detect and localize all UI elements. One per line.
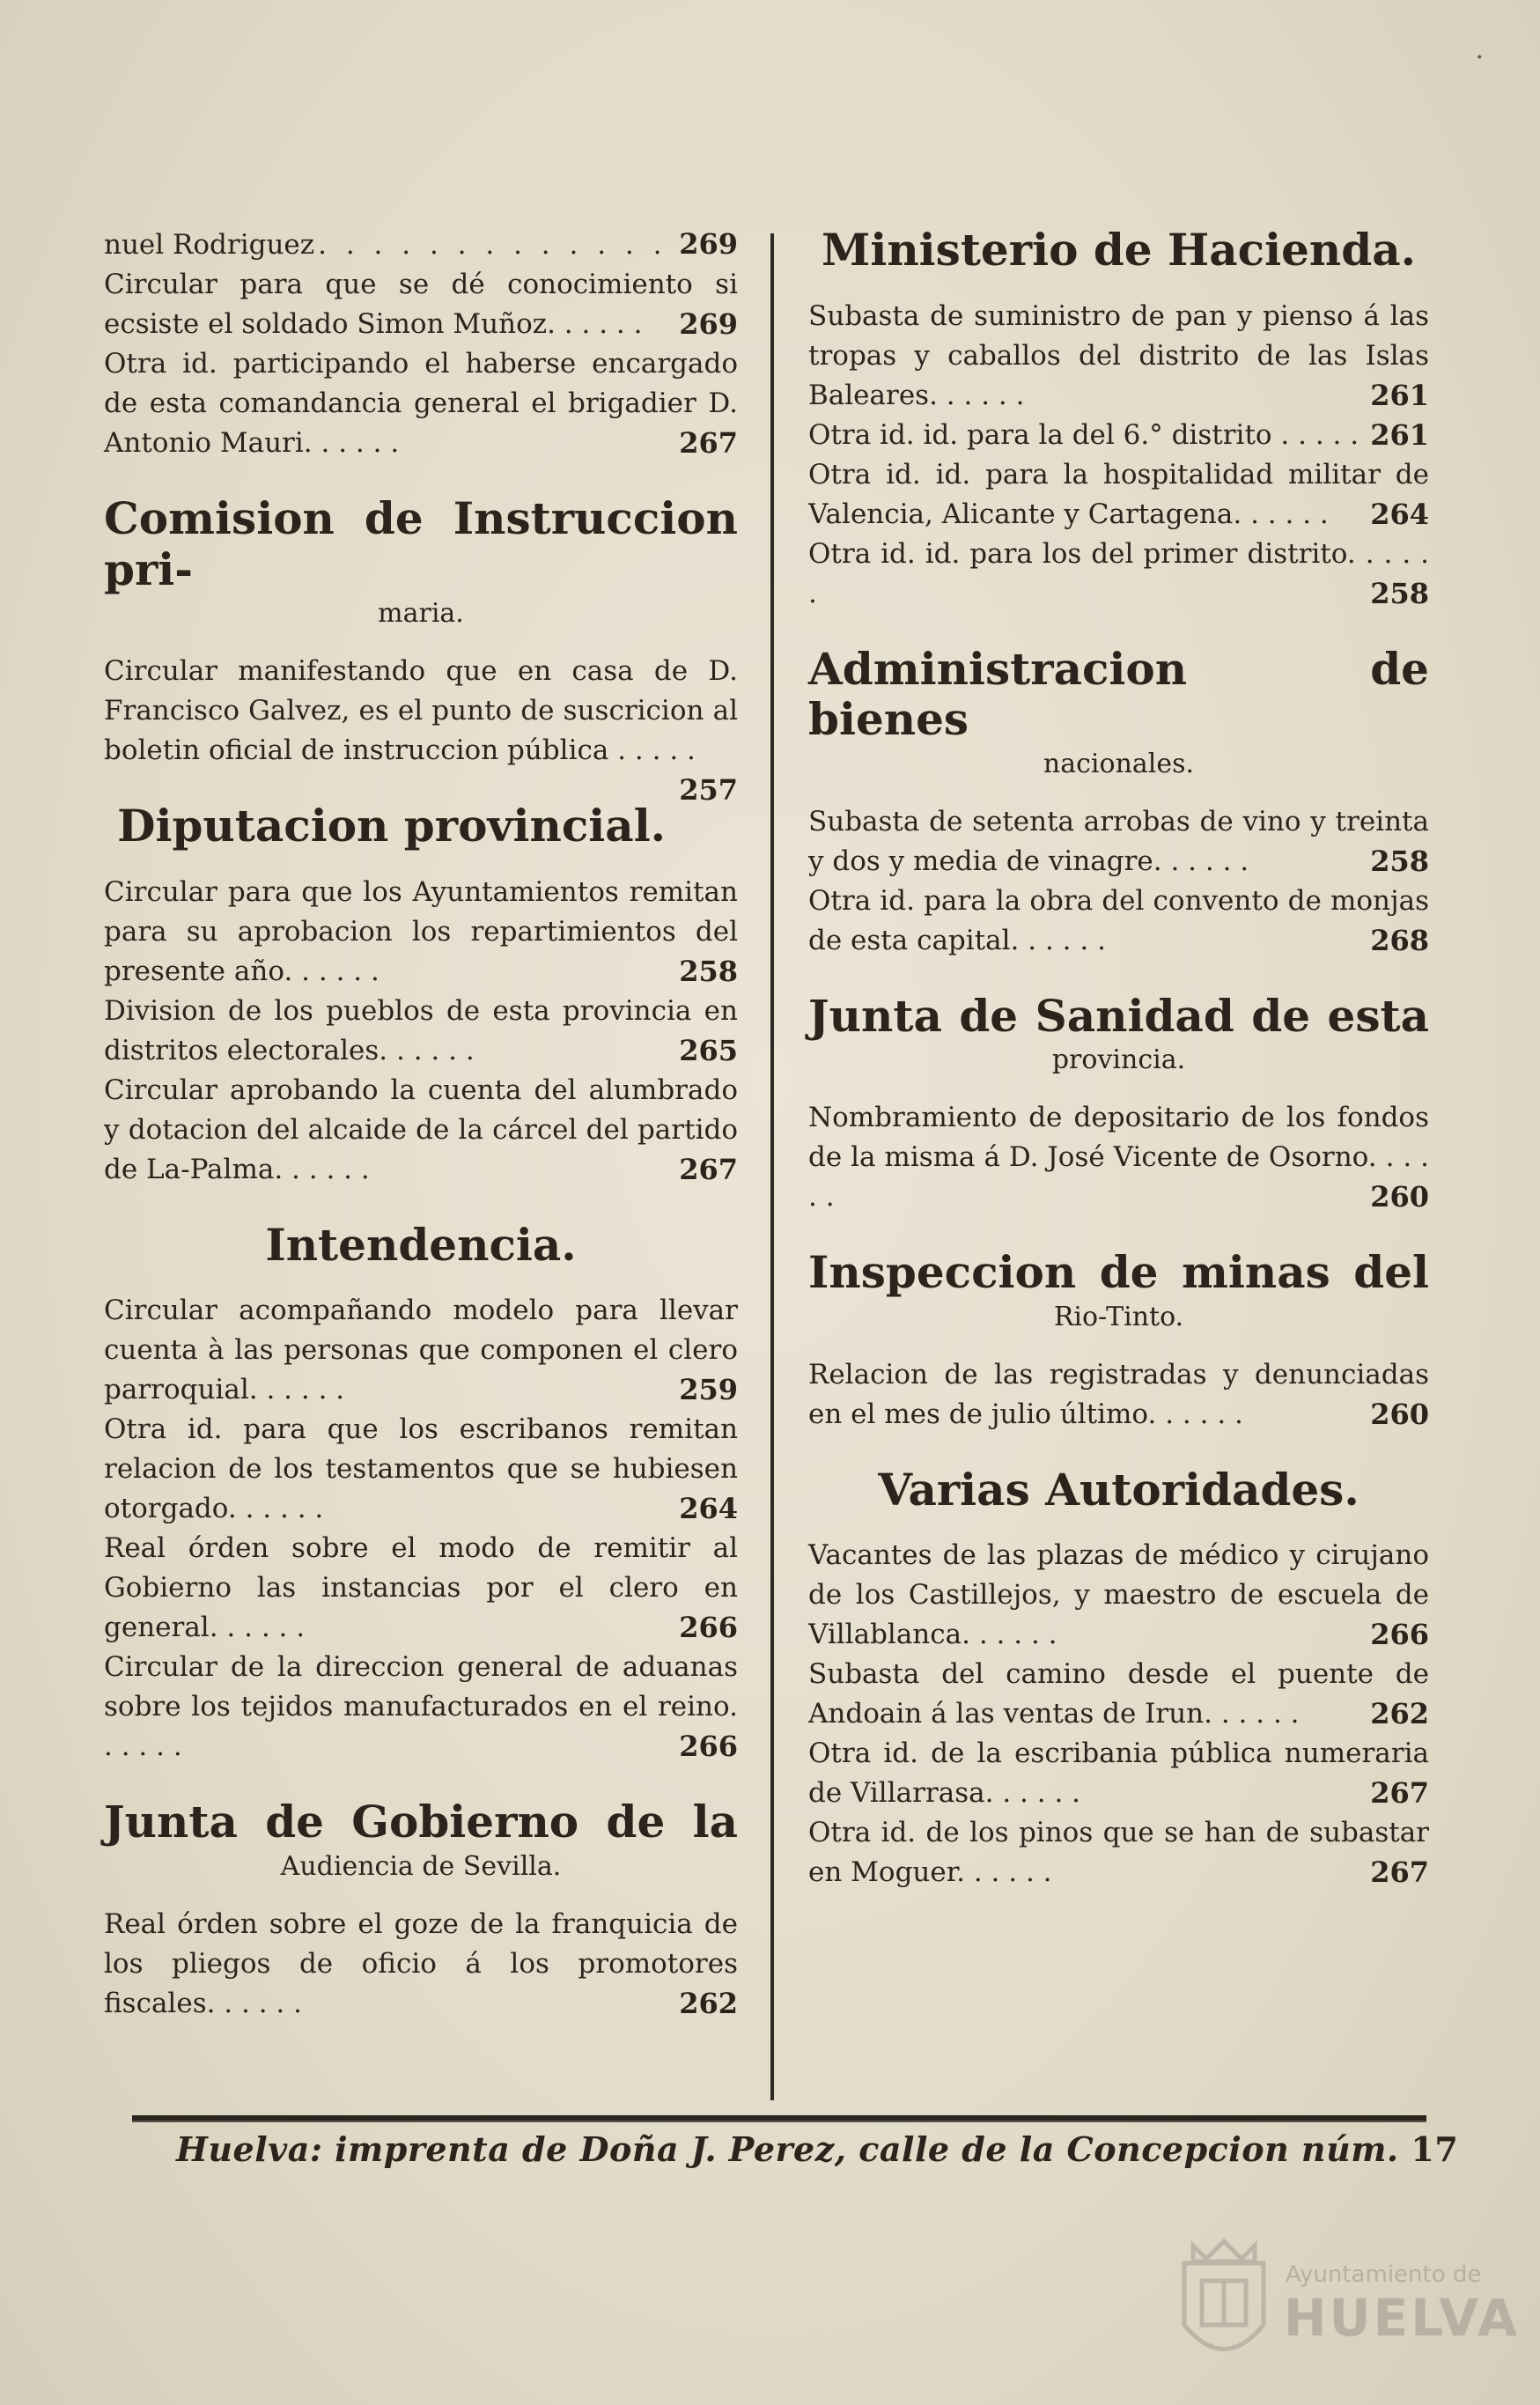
page-number: 257 xyxy=(679,773,738,807)
list-item xyxy=(808,297,1429,416)
leader-dots: . . . . . xyxy=(1156,1398,1243,1430)
list-item xyxy=(808,1655,1429,1734)
entry-text: Subasta del camino desde el puente de Andoain á las ventas de Irun. xyxy=(808,1658,1429,1730)
page-number: 266 xyxy=(679,1611,738,1644)
page-number: 267 xyxy=(1370,1855,1429,1889)
index-section xyxy=(104,492,738,807)
list-item xyxy=(808,1734,1429,1813)
list-item xyxy=(808,1098,1429,1217)
leader-dots: . . . . . xyxy=(387,1034,475,1066)
section-subheading: Audiencia de Sevilla. xyxy=(280,1850,562,1882)
column-divider xyxy=(770,233,774,2100)
index-section xyxy=(808,644,1429,961)
watermark-line-2: HUELVA xyxy=(1284,2288,1521,2348)
section-heading: Inspeccion de minas del xyxy=(808,1246,1429,1298)
list-item xyxy=(104,1905,738,2024)
leader-dots: . . . . . xyxy=(283,1153,370,1185)
entry-text: Circular de la direccion general de aduanas sobre los tejidos manufacturados en el reino. xyxy=(104,1651,738,1723)
leader-dots: . . . . . xyxy=(608,734,696,766)
entry-text: Circular aprobando la cuenta del alumbrado y dotacion del alcaide de la cárcel del partido de La-Palma. xyxy=(104,1073,738,1185)
watermark-line-1: Ayuntamiento de xyxy=(1286,2261,1482,2288)
entry-text: nuel Rodriguez xyxy=(104,229,315,261)
leader-dots: . . . . . xyxy=(1212,1698,1300,1730)
leader-dots: . . . . . xyxy=(1161,845,1249,877)
list-item xyxy=(808,535,1429,614)
page-number: 260 xyxy=(1370,1180,1429,1214)
list-item xyxy=(104,1071,738,1190)
entry-text: Vacantes de las plazas de médico y cirujano de los Castillejos, y maestro de escuela de Villablanca. xyxy=(808,1539,1429,1650)
leader-dots: . . . . . xyxy=(312,427,400,459)
entry-text: Otra id. id. para la del 6.° distrito xyxy=(808,418,1272,451)
section-heading: Ministerio de Hacienda. xyxy=(821,224,1417,276)
section-subheading: maria. xyxy=(378,598,464,629)
section-subheading: nacionales. xyxy=(1043,748,1195,779)
entry-text: Circular acompañando modelo para llevar cuenta à las personas que componen el clero parroquial. xyxy=(104,1295,738,1405)
page-number: 266 xyxy=(679,1730,738,1763)
page-number: 264 xyxy=(679,1492,738,1525)
page-number: 262 xyxy=(1370,1697,1429,1730)
list-item xyxy=(808,802,1429,882)
leader-dots: . . . . . xyxy=(217,1612,306,1643)
leader-dots: . . . . . xyxy=(555,308,643,340)
list-item xyxy=(104,265,738,344)
leader-dots: . . . . . xyxy=(808,1141,1430,1213)
section-heading: Administracion de bienes xyxy=(808,642,1429,745)
imprint-footer xyxy=(176,2129,1459,2169)
page-number: 261 xyxy=(1370,417,1429,452)
page-number: 259 xyxy=(679,1373,738,1406)
leader-dots: . . . . . xyxy=(292,955,379,987)
index-section xyxy=(104,800,738,1190)
leader-dots: . . . . . xyxy=(257,1374,345,1405)
entry-text: Relacion de las registradas y denunciadas en el mes de julio último. xyxy=(808,1358,1429,1430)
coat-of-arms-icon xyxy=(1171,2228,1277,2378)
leader-dots: . . . . . xyxy=(215,1987,302,2019)
index-section xyxy=(808,1247,1429,1435)
page-number: 267 xyxy=(679,426,738,460)
entry-text: Circular manifestando que en casa de D. Francisco Galvez, es el punto de suscricion al boletin oficial de instruccion pública xyxy=(104,655,738,766)
entry-text: Real órden sobre el goze de la franquicia de los pliegos de oficio á los promotores fiscales. xyxy=(104,1907,738,2019)
list-item xyxy=(104,344,738,463)
leader-dots: . . . . . xyxy=(808,537,1429,609)
leader-dots: . . . . . xyxy=(969,1619,1057,1650)
list-item xyxy=(104,873,738,992)
entry-text: Otra id. participando el haberse encargado de esta comandancia general el brigadier D. Antonio Mauri. xyxy=(104,348,738,459)
index-section xyxy=(808,225,1429,614)
page-number: 268 xyxy=(1370,923,1429,957)
leader-dots: . . . . . xyxy=(965,1856,1052,1888)
page-number: 267 xyxy=(679,1152,738,1186)
page-number: 269 xyxy=(679,227,738,261)
right-column xyxy=(808,225,1429,1892)
page-number: 264 xyxy=(1370,497,1429,531)
index-section xyxy=(104,1796,738,2024)
page-number: 261 xyxy=(1370,378,1429,412)
entry-text: Subasta de suministro de pan y pienso á las tropas y caballos del distrito de las Islas Baleares. xyxy=(808,299,1429,411)
index-section xyxy=(104,1220,738,1767)
leader-dots: . . . . . xyxy=(104,1730,182,1762)
page-number: 258 xyxy=(1370,576,1429,610)
page-number: 267 xyxy=(1370,1776,1429,1810)
leader-dots: . . . . . xyxy=(993,1777,1081,1809)
entry-text: Division de los pueblos de esta provincia en distritos electorales. xyxy=(104,994,738,1066)
section-heading: Junta de Sanidad de esta xyxy=(808,989,1429,1042)
page-number: 262 xyxy=(679,1986,738,2020)
entry-text: Circular para que los Ayuntamientos remitan para su aprobacion los repartimientos del presente año. xyxy=(104,875,738,987)
entry-text: Subasta de setenta arrobas de vino y treinta y dos y media de vinagre. xyxy=(808,805,1429,877)
list-item xyxy=(808,1355,1429,1435)
list-item xyxy=(808,416,1429,455)
index-section xyxy=(808,1464,1429,1893)
leader-dots xyxy=(318,225,675,265)
page-number: 258 xyxy=(679,954,738,988)
list-item xyxy=(808,455,1429,535)
list-item xyxy=(808,882,1429,961)
leader-dots: . . . . . xyxy=(236,1493,324,1524)
section-heading: Comision de Instruccion pri- xyxy=(104,492,738,595)
entry-text: Otra id. de la escribania pública numeraria de Villarrasa. xyxy=(808,1737,1429,1809)
page-number: 265 xyxy=(679,1033,738,1067)
section-heading: Junta de Gobierno de la xyxy=(104,1796,738,1848)
list-item xyxy=(104,992,738,1071)
leader-dots: . . . . . xyxy=(1271,418,1359,451)
entry-text: Nombramiento de depositario de los fondos de la misma á D. José Vicente de Osorno. xyxy=(808,1102,1429,1173)
list-item xyxy=(104,652,738,807)
entry-text: Otra id. id. para la hospitalidad militar de Valencia, Alicante y Cartagena. xyxy=(808,458,1429,530)
entry-text: Otra id. de los pinos que se han de subastar en Moguer. xyxy=(808,1817,1429,1888)
leader-dots: . . . . . xyxy=(937,379,1025,411)
imprint-text: Huelva: imprenta de Doña J. Perez, calle de la Concepcion núm. xyxy=(176,2129,1399,2169)
entry-text: Otra id. para que los escribanos remitan relacion de los testamentos que se hubiesen otorgado. xyxy=(104,1413,738,1524)
index-section xyxy=(808,991,1429,1218)
list-item xyxy=(808,1813,1429,1892)
section-subheading: provincia. xyxy=(1051,1044,1186,1075)
list-item xyxy=(104,1529,738,1648)
page-number: 260 xyxy=(1370,1397,1429,1431)
entry-text: Real órden sobre el modo de remitir al Gobierno las instancias por el clero en general. xyxy=(104,1532,738,1643)
list-item xyxy=(104,1291,738,1410)
section-heading: Diputacion provincial. xyxy=(117,800,667,852)
footer-rule xyxy=(132,2115,1426,2122)
list-item xyxy=(104,1410,738,1529)
page-number: 269 xyxy=(679,307,738,341)
list-item xyxy=(104,1648,738,1767)
section-heading: Intendencia. xyxy=(265,1218,577,1271)
leader-dots: . . . . . xyxy=(1019,924,1106,956)
archive-watermark xyxy=(1171,2228,1521,2387)
entry-text: Otra id. id. para los del primer distrito. xyxy=(808,537,1356,570)
list-item xyxy=(104,225,738,265)
leader-dots: . . . . . xyxy=(1242,498,1329,530)
entry-text: Otra id. para la obra del convento de monjas de esta capital. xyxy=(808,884,1429,956)
corner-mark: · xyxy=(1475,42,1484,73)
left-column xyxy=(104,225,738,2024)
imprint-number: 17 xyxy=(1411,2129,1459,2169)
section-heading: Varias Autoridades. xyxy=(878,1463,1359,1516)
list-item xyxy=(808,1536,1429,1655)
section-subheading: Rio-Tinto. xyxy=(1053,1301,1184,1332)
entry-text: Circular para que se dé conocimiento si ecsiste el soldado Simon Muñoz. xyxy=(104,269,738,340)
page-number: 258 xyxy=(1370,844,1429,878)
page-number: 266 xyxy=(1370,1618,1429,1651)
